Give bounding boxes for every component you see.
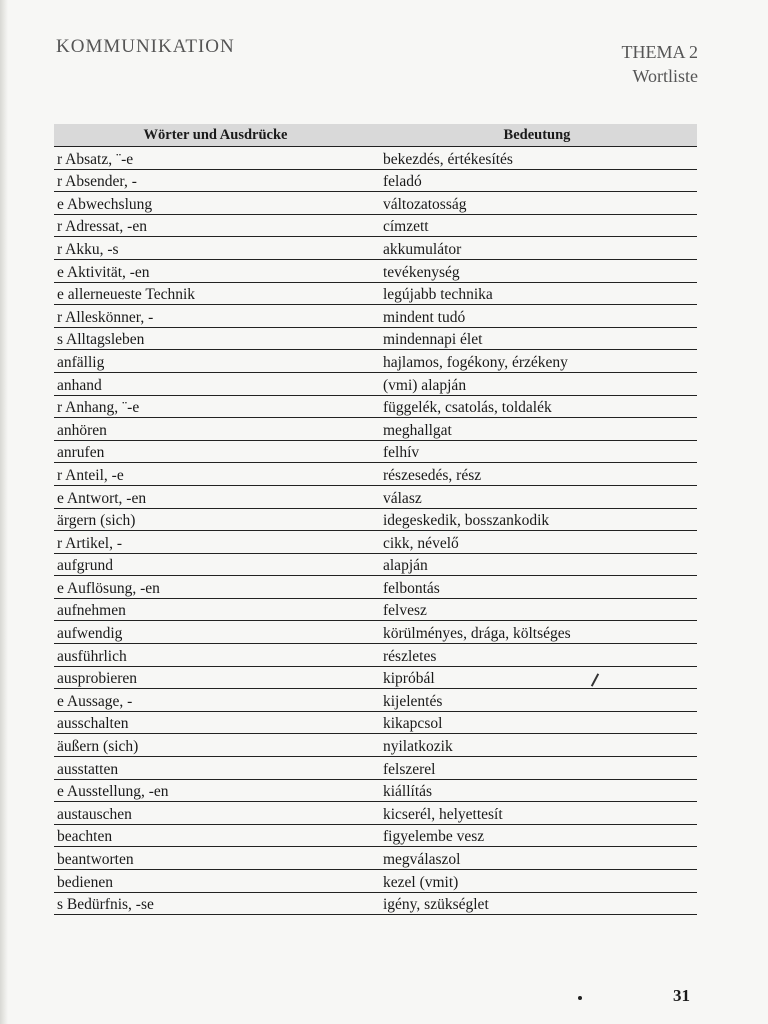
table-row bbox=[54, 666, 697, 689]
hungarian-meaning: megválaszol bbox=[377, 847, 697, 870]
hungarian-meaning: felszerel bbox=[377, 757, 697, 780]
table-row bbox=[54, 711, 697, 734]
ink-dot bbox=[578, 996, 582, 1000]
table-header-row bbox=[54, 124, 697, 147]
german-term: e Antwort, -en bbox=[54, 485, 377, 508]
page-edge-shadow bbox=[0, 0, 8, 1024]
hungarian-meaning: kipróbál bbox=[377, 666, 697, 689]
hungarian-meaning: mindennapi élet bbox=[377, 327, 697, 350]
hungarian-meaning: alapján bbox=[377, 553, 697, 576]
german-term: s Alltagsleben bbox=[54, 327, 377, 350]
german-term: r Anhang, ¨-e bbox=[54, 395, 377, 418]
table-row bbox=[54, 440, 697, 463]
page-number: 31 bbox=[673, 986, 690, 1005]
hungarian-meaning: felbontás bbox=[377, 576, 697, 599]
table-row bbox=[54, 282, 697, 305]
table-row bbox=[54, 395, 697, 418]
german-term: ausprobieren bbox=[54, 666, 377, 689]
table-row bbox=[54, 237, 697, 260]
hungarian-meaning: kezel (vmit) bbox=[377, 870, 697, 893]
table-row bbox=[54, 508, 697, 531]
table-row bbox=[54, 531, 697, 554]
hungarian-meaning: meghallgat bbox=[377, 418, 697, 441]
hungarian-meaning: részesedés, rész bbox=[377, 463, 697, 486]
hungarian-meaning: idegeskedik, bosszankodik bbox=[377, 508, 697, 531]
german-term: e Auflösung, -en bbox=[54, 576, 377, 599]
german-term: r Anteil, -e bbox=[54, 463, 377, 486]
table-row bbox=[54, 802, 697, 825]
german-term: beantworten bbox=[54, 847, 377, 870]
german-term: aufgrund bbox=[54, 553, 377, 576]
german-term: ausführlich bbox=[54, 644, 377, 667]
german-term: anrufen bbox=[54, 440, 377, 463]
german-term: s Bedürfnis, -se bbox=[54, 892, 377, 915]
german-term: e Ausstellung, -en bbox=[54, 779, 377, 802]
german-term: bedienen bbox=[54, 870, 377, 893]
table-row bbox=[54, 350, 697, 373]
hungarian-meaning: hajlamos, fogékony, érzékeny bbox=[377, 350, 697, 373]
table-row bbox=[54, 327, 697, 350]
table-row bbox=[54, 870, 697, 893]
hungarian-meaning: (vmi) alapján bbox=[377, 372, 697, 395]
table-row bbox=[54, 553, 697, 576]
hungarian-meaning: nyilatkozik bbox=[377, 734, 697, 757]
german-term: beachten bbox=[54, 824, 377, 847]
hungarian-meaning: felvesz bbox=[377, 598, 697, 621]
german-term: anhand bbox=[54, 372, 377, 395]
table-row bbox=[54, 192, 697, 215]
german-term: anfällig bbox=[54, 350, 377, 373]
hungarian-meaning: kikapcsol bbox=[377, 711, 697, 734]
table-row bbox=[54, 485, 697, 508]
hungarian-meaning: felhív bbox=[377, 440, 697, 463]
german-term: e Aussage, - bbox=[54, 689, 377, 712]
table-row bbox=[54, 892, 697, 915]
hungarian-meaning: kicserél, helyettesít bbox=[377, 802, 697, 825]
table-row bbox=[54, 689, 697, 712]
table-row bbox=[54, 576, 697, 599]
table-row bbox=[54, 169, 697, 192]
hungarian-meaning: változatosság bbox=[377, 192, 697, 215]
hungarian-meaning: akkumulátor bbox=[377, 237, 697, 260]
table-row bbox=[54, 305, 697, 328]
hungarian-meaning: feladó bbox=[377, 169, 697, 192]
table-row bbox=[54, 824, 697, 847]
german-term: r Adressat, -en bbox=[54, 214, 377, 237]
hungarian-meaning: válasz bbox=[377, 485, 697, 508]
column-header-meaning: Bedeutung bbox=[377, 124, 697, 147]
topic-subtitle: Wortliste bbox=[632, 66, 698, 86]
hungarian-meaning: tevékenység bbox=[377, 259, 697, 282]
table-row bbox=[54, 372, 697, 395]
german-term: r Akku, -s bbox=[54, 237, 377, 260]
hungarian-meaning: mindent tudó bbox=[377, 305, 697, 328]
german-term: r Absender, - bbox=[54, 169, 377, 192]
hungarian-meaning: igény, szükséglet bbox=[377, 892, 697, 915]
table-row bbox=[54, 418, 697, 441]
table-row bbox=[54, 757, 697, 780]
german-term: r Artikel, - bbox=[54, 531, 377, 554]
hungarian-meaning: cikk, névelő bbox=[377, 531, 697, 554]
hungarian-meaning: kiállítás bbox=[377, 779, 697, 802]
german-term: r Alleskönner, - bbox=[54, 305, 377, 328]
german-term: r Absatz, ¨-e bbox=[54, 147, 377, 170]
hungarian-meaning: legújabb technika bbox=[377, 282, 697, 305]
german-term: anhören bbox=[54, 418, 377, 441]
german-term: e Aktivität, -en bbox=[54, 259, 377, 282]
topic-title: THEMA 2 bbox=[621, 42, 698, 62]
german-term: aufwendig bbox=[54, 621, 377, 644]
table-row bbox=[54, 259, 697, 282]
hungarian-meaning: bekezdés, értékesítés bbox=[377, 147, 697, 170]
section-title: KOMMUNIKATION bbox=[56, 36, 235, 57]
column-header-words: Wörter und Ausdrücke bbox=[54, 124, 377, 147]
german-term: ärgern (sich) bbox=[54, 508, 377, 531]
table-row bbox=[54, 734, 697, 757]
table-row bbox=[54, 644, 697, 667]
table-row bbox=[54, 779, 697, 802]
table-row bbox=[54, 463, 697, 486]
vocabulary-table bbox=[54, 124, 697, 915]
german-term: äußern (sich) bbox=[54, 734, 377, 757]
german-term: e Abwechslung bbox=[54, 192, 377, 215]
table-row bbox=[54, 621, 697, 644]
german-term: ausstatten bbox=[54, 757, 377, 780]
table-row bbox=[54, 847, 697, 870]
table-body bbox=[54, 147, 697, 915]
hungarian-meaning: részletes bbox=[377, 644, 697, 667]
german-term: aufnehmen bbox=[54, 598, 377, 621]
table-row bbox=[54, 598, 697, 621]
german-term: austauschen bbox=[54, 802, 377, 825]
german-term: ausschalten bbox=[54, 711, 377, 734]
table-row bbox=[54, 214, 697, 237]
german-term: e allerneueste Technik bbox=[54, 282, 377, 305]
table-row bbox=[54, 147, 697, 170]
hungarian-meaning: körülményes, drága, költséges bbox=[377, 621, 697, 644]
hungarian-meaning: kijelentés bbox=[377, 689, 697, 712]
hungarian-meaning: címzett bbox=[377, 214, 697, 237]
hungarian-meaning: figyelembe vesz bbox=[377, 824, 697, 847]
topic-header bbox=[622, 40, 699, 88]
hungarian-meaning: függelék, csatolás, toldalék bbox=[377, 395, 697, 418]
